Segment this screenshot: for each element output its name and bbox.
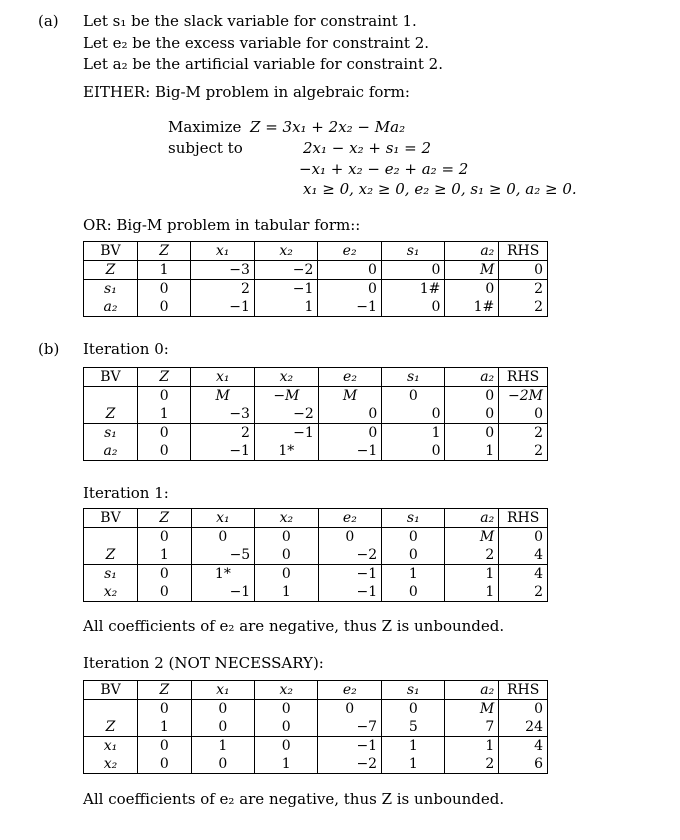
iteration-1-note: All coefficients of e₂ are negative, thus Z is unbounded. — [83, 617, 505, 635]
table-cell: 0 — [191, 718, 254, 737]
header-cell: a₂ — [445, 509, 499, 528]
table-cell: 0 — [499, 261, 548, 280]
either-label: EITHER: Big-M problem in algebraic form: — [83, 83, 410, 101]
table-cell: −1 — [318, 565, 382, 584]
table-cell: 0 — [191, 755, 254, 774]
header-cell: RHS — [499, 368, 548, 387]
table-cell: M — [318, 387, 382, 406]
header-cell: BV — [84, 242, 138, 261]
table-cell: 1 — [382, 424, 445, 443]
table-cell: 0 — [138, 528, 192, 547]
table-cell: M — [445, 528, 499, 547]
table-cell: 0 — [137, 424, 191, 443]
table-header-row — [84, 242, 548, 261]
header-cell: x₁ — [191, 509, 255, 528]
table-row — [84, 405, 548, 424]
table-cell: −1 — [318, 737, 382, 756]
table-cell: 0 — [318, 424, 382, 443]
table-row — [84, 280, 548, 299]
table-cell: 0 — [382, 700, 445, 719]
table-cell: 1 — [445, 583, 499, 602]
table-cell: −1 — [191, 583, 255, 602]
iteration-1-tableau — [83, 508, 548, 602]
table-cell: 0 — [382, 387, 445, 406]
table-row — [84, 755, 548, 774]
part-a-label: (a) — [38, 12, 59, 30]
header-cell: RHS — [499, 681, 548, 700]
table-cell: 2 — [445, 755, 499, 774]
definition-line-2: Let e₂ be the excess variable for constraint 2. — [83, 34, 430, 52]
header-cell: s₁ — [382, 368, 445, 387]
table-cell: 0 — [445, 405, 499, 424]
header-cell: e₂ — [318, 242, 382, 261]
table-row — [84, 583, 548, 602]
bv-cell: s₁ — [84, 424, 138, 443]
header-cell: BV — [84, 509, 138, 528]
table-cell: 2 — [191, 424, 255, 443]
table-cell: 2 — [499, 583, 548, 602]
header-cell: x₂ — [255, 681, 318, 700]
table-cell: 1* — [254, 442, 318, 461]
table-cell: 1 — [382, 755, 445, 774]
header-cell: x₁ — [191, 368, 255, 387]
table-cell: 1 — [382, 565, 445, 584]
table-cell: 0 — [138, 700, 192, 719]
bv-cell: a₂ — [84, 298, 138, 317]
bv-cell: a₂ — [84, 442, 138, 461]
table-cell: 0 — [255, 528, 318, 547]
table-cell: −1 — [318, 298, 382, 317]
table-cell: M — [445, 261, 499, 280]
table-cell: 1 — [255, 755, 318, 774]
objective-function: Z = 3x₁ + 2x₂ − Ma₂ — [250, 118, 406, 136]
table-cell: 1# — [445, 298, 499, 317]
table-cell: 7 — [445, 718, 499, 737]
table-row — [84, 546, 548, 565]
table-cell: 0 — [445, 280, 499, 299]
iteration-2-title: Iteration 2 (NOT NECESSARY): — [83, 654, 324, 672]
table-cell: 5 — [382, 718, 445, 737]
table-cell: 0 — [137, 298, 190, 317]
table-cell: −3 — [191, 261, 255, 280]
table-row — [84, 737, 548, 756]
table-cell: 4 — [499, 565, 548, 584]
iteration-1-title: Iteration 1: — [83, 484, 169, 502]
header-cell: s₁ — [382, 509, 445, 528]
definition-line-1: Let s₁ be the slack variable for constraint 1. — [83, 12, 417, 30]
header-cell: x₂ — [254, 242, 318, 261]
m-row — [84, 700, 548, 719]
table-cell: 6 — [499, 755, 548, 774]
m-row — [84, 387, 548, 406]
table-cell: −2 — [254, 405, 318, 424]
bv-cell: Z — [84, 405, 138, 424]
iteration-2-tableau — [83, 680, 548, 774]
bv-cell — [84, 700, 138, 719]
header-cell: x₁ — [191, 681, 254, 700]
table-cell: 0 — [382, 546, 445, 565]
table-cell: 2 — [499, 442, 548, 461]
bv-cell — [84, 528, 138, 547]
bv-cell — [84, 387, 138, 406]
table-cell: 0 — [137, 387, 191, 406]
table-cell: 0 — [499, 405, 548, 424]
definition-line-3: Let a₂ be the artificial variable for constraint 2. — [83, 55, 443, 73]
bv-cell: Z — [84, 546, 138, 565]
header-cell: RHS — [499, 242, 548, 261]
bigm-tableau — [83, 241, 548, 317]
table-cell: 0 — [382, 405, 445, 424]
table-cell: 0 — [382, 442, 445, 461]
table-cell: 0 — [499, 700, 548, 719]
header-cell: s₁ — [382, 681, 445, 700]
table-cell: 0 — [255, 700, 318, 719]
header-cell: a₂ — [445, 681, 499, 700]
table-cell: 1 — [445, 442, 499, 461]
table-row — [84, 718, 548, 737]
table-cell: 2 — [499, 280, 548, 299]
subject-to-label: subject to — [168, 139, 243, 157]
table-header-row — [84, 368, 548, 387]
table-cell: −3 — [191, 405, 255, 424]
table-cell: 0 — [137, 442, 191, 461]
table-cell: 0 — [191, 528, 255, 547]
header-cell: RHS — [499, 509, 548, 528]
header-cell: a₂ — [445, 242, 499, 261]
table-cell: 1 — [382, 737, 445, 756]
table-cell: 1# — [381, 280, 445, 299]
table-cell: −2 — [254, 261, 318, 280]
table-cell: 24 — [499, 718, 548, 737]
table-cell: −1 — [318, 442, 382, 461]
header-cell: BV — [84, 368, 138, 387]
header-cell: Z — [138, 681, 192, 700]
table-cell: 1 — [191, 737, 254, 756]
table-cell: 1 — [254, 298, 318, 317]
table-cell: 2 — [191, 280, 255, 299]
table-cell: 0 — [138, 737, 192, 756]
table-cell: 1 — [138, 546, 192, 565]
table-cell: 0 — [138, 583, 192, 602]
table-cell: −5 — [191, 546, 255, 565]
bv-cell: Z — [84, 718, 138, 737]
table-cell: 0 — [255, 718, 318, 737]
table-cell: 1 — [255, 583, 318, 602]
table-cell: 2 — [499, 424, 548, 443]
table-cell: 1 — [138, 718, 192, 737]
table-cell: −7 — [318, 718, 382, 737]
table-cell: −1 — [318, 583, 382, 602]
bv-cell: x₂ — [84, 755, 138, 774]
table-cell: −1 — [254, 280, 318, 299]
nonnegativity: x₁ ≥ 0, x₂ ≥ 0, e₂ ≥ 0, s₁ ≥ 0, a₂ ≥ 0. — [303, 180, 577, 198]
maximize-label: Maximize — [168, 118, 242, 136]
bv-cell: Z — [84, 261, 138, 280]
table-header-row — [84, 509, 548, 528]
table-cell: 0 — [499, 528, 548, 547]
table-cell: M — [191, 387, 255, 406]
or-label: OR: Big-M problem in tabular form:: — [83, 216, 361, 234]
part-b-label: (b) — [38, 340, 60, 358]
table-cell: 2 — [499, 298, 548, 317]
table-cell: −2 — [318, 546, 382, 565]
table-row — [84, 298, 548, 317]
table-cell: 0 — [382, 528, 445, 547]
table-cell: 4 — [499, 737, 548, 756]
constraint-2: −x₁ + x₂ − e₂ + a₂ = 2 — [299, 160, 469, 178]
table-cell: 0 — [318, 280, 382, 299]
header-cell: a₂ — [445, 368, 499, 387]
table-row — [84, 442, 548, 461]
header-cell: Z — [137, 242, 190, 261]
table-cell: 0 — [138, 755, 192, 774]
table-cell: 0 — [445, 424, 499, 443]
table-header-row — [84, 681, 548, 700]
header-cell: s₁ — [381, 242, 445, 261]
header-cell: Z — [137, 368, 191, 387]
table-cell: −1 — [191, 442, 255, 461]
header-cell: x₂ — [255, 509, 318, 528]
table-cell: −2M — [499, 387, 548, 406]
iteration-0-tableau — [83, 367, 548, 461]
constraint-1: 2x₁ − x₂ + s₁ = 2 — [303, 139, 432, 157]
bv-cell: s₁ — [84, 280, 138, 299]
header-cell: x₁ — [191, 242, 255, 261]
table-row — [84, 424, 548, 443]
table-cell: 0 — [138, 565, 192, 584]
table-cell: 0 — [191, 700, 254, 719]
table-cell: 0 — [137, 280, 190, 299]
table-cell: −1 — [191, 298, 255, 317]
table-row — [84, 565, 548, 584]
table-cell: 1 — [445, 737, 499, 756]
table-cell: 1 — [137, 405, 191, 424]
table-cell: 0 — [382, 583, 445, 602]
table-cell: 1 — [445, 565, 499, 584]
bv-cell: x₁ — [84, 737, 138, 756]
table-cell: 0 — [381, 261, 445, 280]
header-cell: x₂ — [254, 368, 318, 387]
iteration-0-title: Iteration 0: — [83, 340, 169, 358]
table-cell: −M — [254, 387, 318, 406]
table-cell: M — [445, 700, 499, 719]
table-cell: 2 — [445, 546, 499, 565]
table-cell: 0 — [255, 565, 318, 584]
table-cell: 0 — [318, 261, 382, 280]
header-cell: e₂ — [318, 509, 382, 528]
bv-cell: x₂ — [84, 583, 138, 602]
table-row — [84, 261, 548, 280]
table-cell: 4 — [499, 546, 548, 565]
table-cell: 0 — [318, 405, 382, 424]
table-cell: 1 — [137, 261, 190, 280]
header-cell: e₂ — [318, 681, 382, 700]
bv-cell: s₁ — [84, 565, 138, 584]
table-cell: 0 — [255, 546, 318, 565]
table-cell: 0 — [318, 528, 382, 547]
table-cell: 0 — [318, 700, 382, 719]
table-cell: 0 — [381, 298, 445, 317]
table-cell: −2 — [318, 755, 382, 774]
header-cell: e₂ — [318, 368, 382, 387]
table-cell: 0 — [445, 387, 499, 406]
m-row — [84, 528, 548, 547]
header-cell: BV — [84, 681, 138, 700]
iteration-2-note: All coefficients of e₂ are negative, thus Z is unbounded. — [83, 790, 505, 808]
table-cell: 0 — [255, 737, 318, 756]
table-cell: −1 — [254, 424, 318, 443]
table-cell: 1* — [191, 565, 255, 584]
header-cell: Z — [138, 509, 192, 528]
